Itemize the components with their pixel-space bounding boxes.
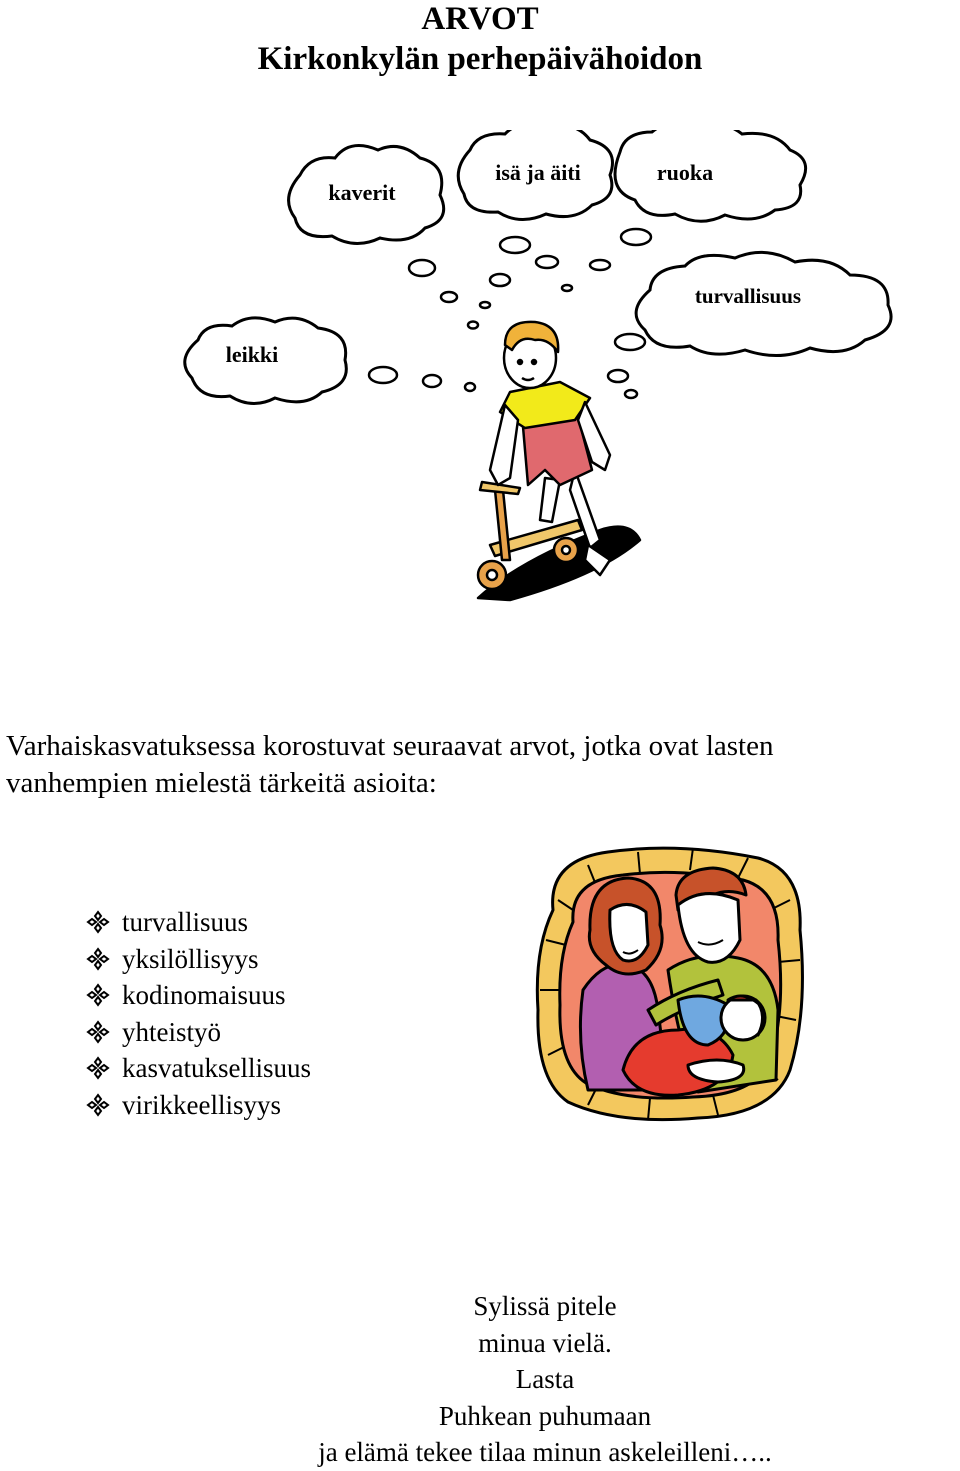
family-with-baby-illustration — [528, 840, 813, 1125]
poem-line: Puhkean puhumaan — [438, 1400, 652, 1431]
cloud-label-isa-ja-aiti: isä ja äiti — [495, 160, 581, 185]
poem-line: minua vielä. — [478, 1327, 612, 1358]
intro-line-2: vanhempien mielestä tärkeitä asioita: — [6, 767, 437, 799]
cloud-label-leikki: leikki — [225, 342, 279, 367]
cloud-kaverit — [289, 146, 444, 244]
value-label: yhteistyö — [122, 1016, 221, 1047]
poem — [220, 1288, 870, 1471]
diamond-bullet-icon — [86, 983, 110, 1007]
page-subtitle: Kirkonkylän perhepäivähoidon — [257, 41, 703, 77]
cloud-label-turvallisuus: turvallisuus — [694, 284, 802, 308]
diamond-bullet-icon — [86, 1093, 110, 1117]
list-item — [86, 977, 311, 1014]
diamond-bullet-icon — [86, 910, 110, 934]
diamond-bullet-icon — [86, 1056, 110, 1080]
value-label: virikkeellisyys — [122, 1089, 281, 1120]
list-item — [86, 1087, 311, 1124]
poem-line: ja elämä tekee tilaa minun askeleilleni….. — [318, 1437, 772, 1467]
thought-clouds-illustration — [0, 130, 960, 610]
intro-line-1: Varhaiskasvatuksessa korostuvat seuraavat arvot, jotka ovat lasten — [6, 730, 774, 762]
value-label: kasvatuksellisuus — [122, 1053, 311, 1083]
cloud-leikki — [185, 318, 347, 404]
list-item — [86, 941, 311, 978]
page-title: ARVOT — [421, 1, 539, 37]
list-item — [86, 1014, 311, 1051]
poem-line: Lasta — [515, 1364, 575, 1394]
list-item — [86, 904, 311, 941]
cloud-isa-ja-aiti — [458, 130, 612, 220]
poem-line: Sylissä pitele — [473, 1291, 617, 1321]
diamond-bullet-icon — [86, 947, 110, 971]
values-list — [86, 904, 311, 1123]
child-on-scooter-illustration — [478, 322, 640, 600]
diamond-bullet-icon — [86, 1020, 110, 1044]
cloud-turvallisuus — [636, 252, 891, 355]
list-item — [86, 1050, 311, 1087]
cloud-ruoka — [615, 130, 806, 221]
cloud-label-ruoka: ruoka — [656, 160, 714, 185]
value-label: yksilöllisyys — [122, 943, 259, 974]
intro-paragraph — [6, 728, 956, 802]
value-label: turvallisuus — [122, 907, 248, 937]
value-label: kodinomaisuus — [122, 980, 286, 1010]
cloud-label-kaverit: kaverit — [328, 180, 396, 205]
